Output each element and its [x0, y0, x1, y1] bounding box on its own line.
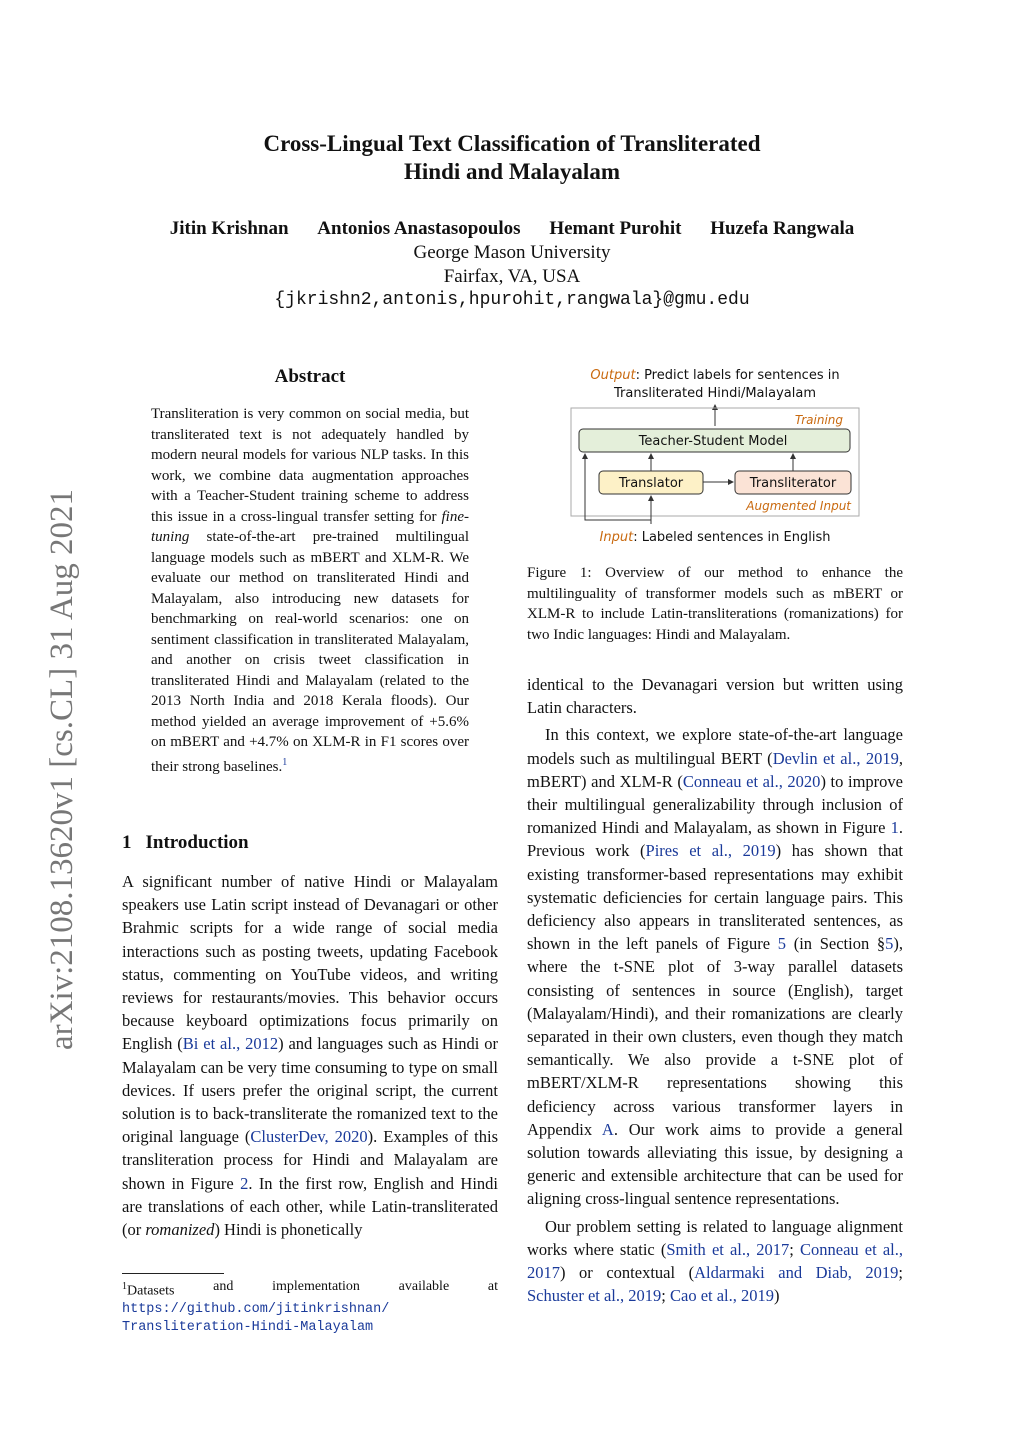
translator-label: Translator — [618, 476, 684, 491]
author-list — [0, 218, 1024, 240]
section-heading-introduction: 1 Introduction — [122, 832, 249, 853]
title-line-2: Hindi and Malayalam — [404, 159, 620, 184]
paragraph: identical to the Devanagari version but written using Latin characters. — [527, 675, 903, 718]
citation-link[interactable]: Schuster et al., 2019 — [527, 1286, 662, 1306]
figure-1-diagram — [565, 360, 865, 550]
arxiv-stamp — [24, 450, 80, 1050]
abstract-body: Transliteration is very common on social media, but transliterated text is not adequately handled by modern neural models for various NLP tasks. In this work, we combine data augmentation approaches with a Teacher-Student training scheme to address this issue in a cross-lingual transfer setting for fine-tuning state-of-the-art pre-trained multilingual language models such as mBERT and XLM-R. We evaluate our method on transliterated Hindi and Malayalam, also introducing new datasets for benchmarking on real-world scenarios: one on sentiment classification in transliterated Malayalam, and another on crisis tweet classification in transliterated Hindi and Malayalam (related to the 2013 North India and 2018 Kerala floods). Our method yielded an average improvement of +5.6% on mBERT and +4.7% on XLM-R in F1 scores over their strong baselines.$^1$ — [151, 406, 469, 775]
citation-link[interactable]: Conneau et al., 2017 — [527, 1239, 904, 1283]
right-column-text — [527, 673, 903, 1307]
teacher-student-label: Teacher-Student Model — [638, 434, 788, 449]
paragraph: Our problem setting is related to language alignment works where static (Smith et al., 2017; Conneau et al., 2017) or contextual (Aldarmaki and Diab, 2019; Schuster et al., 2019; Cao et al., 2019) — [527, 1216, 904, 1306]
abstract-heading: Abstract — [274, 366, 346, 387]
author: Jitin Krishnan — [169, 218, 289, 239]
author: Antonios Anastasopoulos — [317, 218, 521, 239]
output-line-1: Output: Predict labels for sentences in — [590, 368, 840, 383]
output-line-2: Transliterated Hindi/Malayalam — [614, 386, 816, 401]
citation-link[interactable]: Aldarmaki and Diab, 2019 — [694, 1263, 899, 1283]
figure-1-caption: Figure 1: Overview of our method to enhance the multilinguality of transformer models such as mBERT or XLM-R to include Latin-transliterations (romanizations) for two Indic languages: Hindi and Malayalam. — [527, 565, 903, 643]
introduction-text: A significant number of native Hindi or Malayalam speakers use Latin script instead of Devanagari or other Brahmic scripts for a wide range of social media interactions such as posting tweets, updating Facebook status, commenting on YouTube videos, and writing reviews for restaurants/movies. This behavior occurs because keyboard optimizations focus primarily on English (Bi et al., 2012) and languages such as Hindi or Malayalam can be very time consuming to type on small devices. If users prefer the original script, the current solution is to back-transliterate the romanized text to the original language (ClusterDev, 2020). Examples of this transliteration process for Hindi and Malayalam are shown in Figure 2. In the first row, English and Hindi are translations of each other, while Latin-transliterated (or romanized) Hindi is phonetically — [122, 872, 498, 1240]
paper-title — [0, 130, 1024, 186]
citation-link[interactable]: Conneau et al., 2020 — [682, 771, 821, 791]
section-ref-link[interactable]: 5 — [885, 934, 894, 954]
citation-link[interactable]: Pires et al., 2019 — [645, 841, 776, 861]
citation-link[interactable]: ClusterDev, 2020 — [250, 1127, 368, 1147]
augmented-input-label: Augmented Input — [746, 499, 851, 513]
figure-ref-link[interactable]: 1 — [890, 818, 899, 838]
repo-link-cont[interactable]: Transliteration-Hindi-Malayalam — [122, 1319, 374, 1335]
location: Fairfax, VA, USA — [443, 266, 581, 287]
author: Huzefa Rangwala — [710, 218, 855, 239]
transliterator-label: Transliterator — [749, 476, 837, 491]
arxiv-id[interactable]: arXiv:2108.13620v1 [cs.CL] 31 Aug 2021 — [44, 489, 80, 1050]
footnote: $^1$Datasets and implementation available at https://github.com/jitinkrishnan/ Transliteration-Hindi-Malayalam — [122, 1279, 498, 1335]
footnote-divider — [122, 1273, 224, 1274]
citation-link[interactable]: Cao et al., 2019 — [669, 1286, 775, 1306]
footnote-ref[interactable]: 1 — [282, 756, 288, 768]
paragraph: In this context, we explore state-of-the-art language models such as multilingual BERT (Devlin et al., 2019, mBERT) and XLM-R (Conneau et al., 2020) to improve their multilingual generalizability through inclusion of romanized Hindi and Malayalam, as shown in Figure 1. Previous work (Pires et al., 2019) has shown that existing transformer-based representations may exhibit systematic deficiencies for certain language pairs. This deficiency also appears in transliterated sentences, as shown in the left panels of Figure 5 (in Section §5), where the t-SNE plot of 3-way parallel datasets consisting of sentences in source (English), target (Malayalam/Hindi), and their romanizations are clearly separated in their own clusters, even though they match semantically. We also provide a t-SNE plot of mBERT/XLM-R representations showing this deficiency across various transformer layers in Appendix A. Our work aims to provide a general solution towards alleviating this issue, by designing a generic and extensible architecture that can be used for aligning cross-lingual sentence representations. — [527, 725, 904, 1209]
citation-link[interactable]: Smith et al., 2017 — [666, 1239, 790, 1259]
figure-ref-link[interactable]: 2 — [240, 1173, 249, 1193]
author-email[interactable]: {jkrishn2,antonis,hpurohit,rangwala}@gmu.edu — [274, 290, 750, 310]
figure-ref-link[interactable]: 5 — [777, 934, 787, 954]
repo-link[interactable]: https://github.com/jitinkrishnan/ — [122, 1301, 390, 1317]
affiliation: George Mason University — [413, 242, 611, 263]
input-line: Input: Labeled sentences in English — [599, 530, 831, 545]
citation-link[interactable]: Bi et al., 2012 — [182, 1034, 279, 1054]
training-label: Training — [794, 413, 843, 427]
author: Hemant Purohit — [549, 218, 682, 239]
title-line-1: Cross-Lingual Text Classification of Transliterated — [263, 131, 761, 156]
citation-link[interactable]: Devlin et al., 2019 — [772, 748, 899, 768]
appendix-ref-link[interactable]: A — [601, 1119, 614, 1139]
